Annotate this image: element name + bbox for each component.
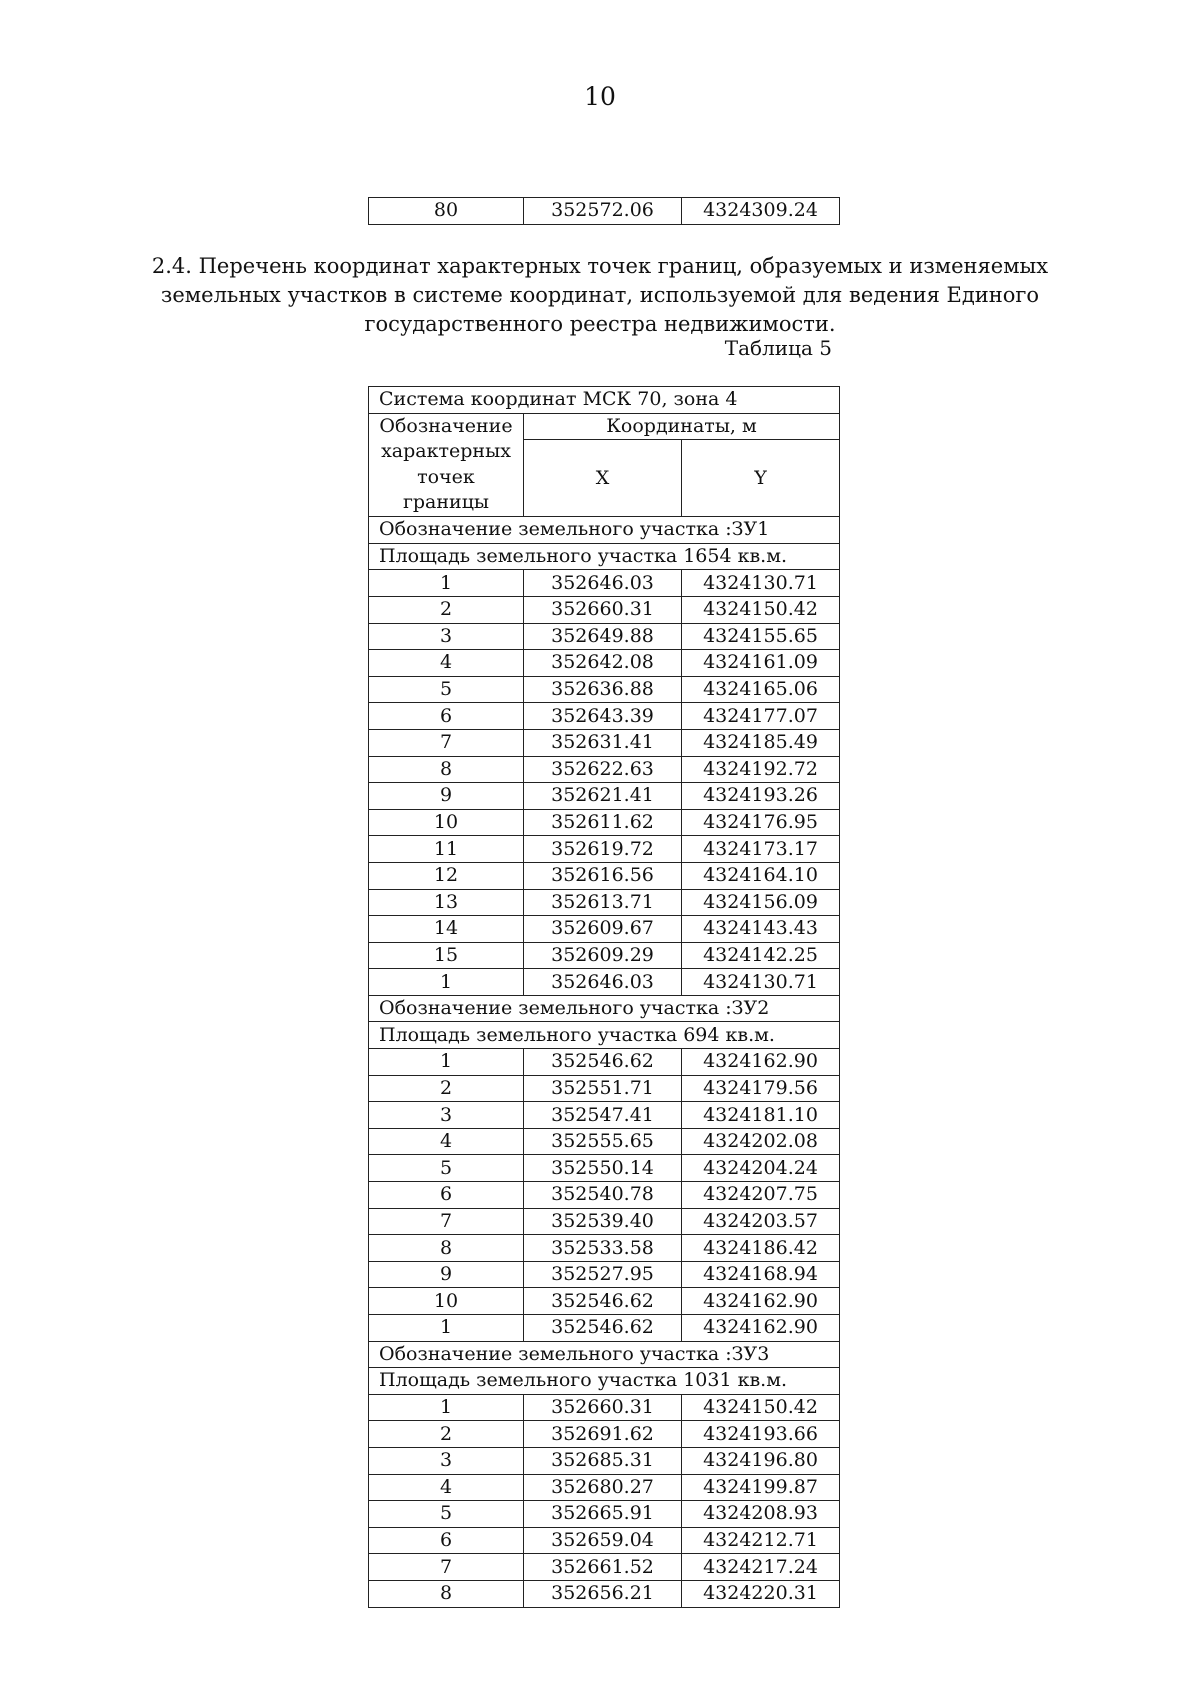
y-cell: 4324203.57 bbox=[682, 1208, 840, 1235]
table-row bbox=[369, 916, 840, 943]
table-row bbox=[369, 1102, 840, 1129]
y-cell: 4324220.31 bbox=[682, 1580, 840, 1607]
x-cell: 352539.40 bbox=[524, 1208, 682, 1235]
point-header-line: характерных bbox=[381, 440, 511, 463]
x-cell: 352691.62 bbox=[524, 1421, 682, 1448]
x-cell: 352631.41 bbox=[524, 729, 682, 756]
table-row bbox=[369, 1421, 840, 1448]
table-row bbox=[369, 1235, 840, 1262]
coordinates-table bbox=[368, 386, 840, 1608]
table-row bbox=[369, 1182, 840, 1209]
table-row bbox=[369, 1580, 840, 1607]
x-cell: 352643.39 bbox=[524, 703, 682, 730]
parcel-designation: Обозначение земельного участка :ЗУ3 bbox=[369, 1341, 840, 1368]
x-cell: 352547.41 bbox=[524, 1102, 682, 1129]
table-row bbox=[369, 1501, 840, 1528]
parcel-area: Площадь земельного участка 694 кв.м. bbox=[369, 1022, 840, 1049]
table-row bbox=[369, 1554, 840, 1581]
point-cell: 1 bbox=[369, 969, 524, 996]
x-cell: 352665.91 bbox=[524, 1501, 682, 1528]
point-header-line: Обозначение bbox=[379, 414, 513, 437]
table-row bbox=[369, 198, 840, 225]
y-cell: 4324176.95 bbox=[682, 809, 840, 836]
parcel-designation: Обозначение земельного участка :ЗУ1 bbox=[369, 517, 840, 544]
parcel-area: Площадь земельного участка 1654 кв.м. bbox=[369, 543, 840, 570]
x-cell: 352527.95 bbox=[524, 1261, 682, 1288]
y-cell: 4324309.24 bbox=[682, 198, 840, 225]
y-cell: 4324162.90 bbox=[682, 1288, 840, 1315]
table-row bbox=[369, 1208, 840, 1235]
y-cell: 4324130.71 bbox=[682, 969, 840, 996]
table-row bbox=[369, 862, 840, 889]
y-cell: 4324143.43 bbox=[682, 916, 840, 943]
point-cell: 10 bbox=[369, 809, 524, 836]
x-cell: 352636.88 bbox=[524, 676, 682, 703]
x-cell: 352613.71 bbox=[524, 889, 682, 916]
x-cell: 352646.03 bbox=[524, 570, 682, 597]
y-cell: 4324208.93 bbox=[682, 1501, 840, 1528]
table-row bbox=[369, 676, 840, 703]
x-cell: 352609.67 bbox=[524, 916, 682, 943]
y-cell: 4324181.10 bbox=[682, 1102, 840, 1129]
table-row bbox=[369, 596, 840, 623]
point-cell: 6 bbox=[369, 703, 524, 730]
point-cell: 80 bbox=[369, 198, 524, 225]
y-cell: 4324150.42 bbox=[682, 1394, 840, 1421]
point-cell: 13 bbox=[369, 889, 524, 916]
x-cell: 352649.88 bbox=[524, 623, 682, 650]
point-header-line: границы bbox=[402, 491, 490, 514]
y-cell: 4324150.42 bbox=[682, 596, 840, 623]
table-caption: Таблица 5 bbox=[724, 336, 832, 360]
x-cell: 352622.63 bbox=[524, 756, 682, 783]
coordinate-system-label: Система координат МСК 70, зона 4 bbox=[369, 387, 840, 414]
table-row bbox=[369, 650, 840, 677]
parcel-area-row bbox=[369, 1022, 840, 1049]
previous-table-continuation bbox=[368, 197, 840, 225]
table-row bbox=[369, 836, 840, 863]
system-row bbox=[369, 387, 840, 414]
point-cell: 3 bbox=[369, 1102, 524, 1129]
point-cell: 14 bbox=[369, 916, 524, 943]
y-cell: 4324202.08 bbox=[682, 1128, 840, 1155]
x-cell: 352621.41 bbox=[524, 783, 682, 810]
y-cell: 4324164.10 bbox=[682, 862, 840, 889]
point-cell: 8 bbox=[369, 1235, 524, 1262]
coordinates-header: Координаты, м bbox=[524, 413, 840, 440]
y-cell: 4324162.90 bbox=[682, 1315, 840, 1342]
point-cell: 3 bbox=[369, 1447, 524, 1474]
header-row bbox=[369, 413, 840, 440]
point-cell: 1 bbox=[369, 570, 524, 597]
table-row bbox=[369, 1075, 840, 1102]
section-heading: 2.4. Перечень координат характерных точек границ, образуемых и изменяемых земельных участков в системе координат, используемой для ведения Единого государственного реестра недвижимости. bbox=[151, 254, 1049, 336]
y-cell: 4324173.17 bbox=[682, 836, 840, 863]
point-cell: 2 bbox=[369, 1075, 524, 1102]
y-cell: 4324165.06 bbox=[682, 676, 840, 703]
x-cell: 352550.14 bbox=[524, 1155, 682, 1182]
point-cell: 6 bbox=[369, 1527, 524, 1554]
table-row bbox=[369, 729, 840, 756]
y-cell: 4324156.09 bbox=[682, 889, 840, 916]
point-cell: 7 bbox=[369, 729, 524, 756]
y-cell: 4324161.09 bbox=[682, 650, 840, 677]
y-cell: 4324212.71 bbox=[682, 1527, 840, 1554]
point-header-line: точек bbox=[417, 465, 475, 488]
point-cell: 4 bbox=[369, 1128, 524, 1155]
page-number: 10 bbox=[584, 82, 616, 111]
x-cell: 352660.31 bbox=[524, 596, 682, 623]
y-cell: 4324177.07 bbox=[682, 703, 840, 730]
y-cell: 4324130.71 bbox=[682, 570, 840, 597]
x-cell: 352546.62 bbox=[524, 1315, 682, 1342]
table-row bbox=[369, 1447, 840, 1474]
point-cell: 2 bbox=[369, 596, 524, 623]
x-cell: 352546.62 bbox=[524, 1049, 682, 1076]
x-cell: 352656.21 bbox=[524, 1580, 682, 1607]
point-cell: 8 bbox=[369, 756, 524, 783]
table-row bbox=[369, 969, 840, 996]
parcel-designation-row bbox=[369, 517, 840, 544]
point-cell: 12 bbox=[369, 862, 524, 889]
y-cell: 4324196.80 bbox=[682, 1447, 840, 1474]
point-cell: 10 bbox=[369, 1288, 524, 1315]
y-cell: 4324155.65 bbox=[682, 623, 840, 650]
table-row bbox=[369, 1049, 840, 1076]
x-cell: 352680.27 bbox=[524, 1474, 682, 1501]
table-row bbox=[369, 809, 840, 836]
table-row bbox=[369, 1474, 840, 1501]
x-cell: 352660.31 bbox=[524, 1394, 682, 1421]
x-cell: 352659.04 bbox=[524, 1527, 682, 1554]
y-cell: 4324199.87 bbox=[682, 1474, 840, 1501]
y-cell: 4324192.72 bbox=[682, 756, 840, 783]
x-cell: 352646.03 bbox=[524, 969, 682, 996]
point-cell: 4 bbox=[369, 650, 524, 677]
point-cell: 1 bbox=[369, 1315, 524, 1342]
point-cell: 8 bbox=[369, 1580, 524, 1607]
parcel-designation-row bbox=[369, 1341, 840, 1368]
y-cell: 4324207.75 bbox=[682, 1182, 840, 1209]
table-row bbox=[369, 756, 840, 783]
table-row bbox=[369, 889, 840, 916]
table-row bbox=[369, 1155, 840, 1182]
x-cell: 352572.06 bbox=[524, 198, 682, 225]
point-cell: 2 bbox=[369, 1421, 524, 1448]
table-row bbox=[369, 1288, 840, 1315]
point-cell: 4 bbox=[369, 1474, 524, 1501]
table-row bbox=[369, 783, 840, 810]
table-row bbox=[369, 1527, 840, 1554]
table-row bbox=[369, 623, 840, 650]
point-cell: 5 bbox=[369, 1155, 524, 1182]
point-cell: 9 bbox=[369, 1261, 524, 1288]
parcel-area: Площадь земельного участка 1031 кв.м. bbox=[369, 1368, 840, 1395]
x-cell: 352551.71 bbox=[524, 1075, 682, 1102]
y-cell: 4324217.24 bbox=[682, 1554, 840, 1581]
x-cell: 352533.58 bbox=[524, 1235, 682, 1262]
table-row bbox=[369, 942, 840, 969]
parcel-area-row bbox=[369, 1368, 840, 1395]
y-cell: 4324142.25 bbox=[682, 942, 840, 969]
point-cell: 7 bbox=[369, 1208, 524, 1235]
table-row bbox=[369, 703, 840, 730]
parcel-area-row bbox=[369, 543, 840, 570]
point-cell: 5 bbox=[369, 676, 524, 703]
table-row bbox=[369, 1315, 840, 1342]
table-row bbox=[369, 1128, 840, 1155]
y-column-header: Y bbox=[682, 440, 840, 517]
x-cell: 352619.72 bbox=[524, 836, 682, 863]
table-row bbox=[369, 1394, 840, 1421]
point-cell: 11 bbox=[369, 836, 524, 863]
y-cell: 4324168.94 bbox=[682, 1261, 840, 1288]
point-cell: 5 bbox=[369, 1501, 524, 1528]
x-column-header: X bbox=[524, 440, 682, 517]
point-cell: 3 bbox=[369, 623, 524, 650]
x-cell: 352540.78 bbox=[524, 1182, 682, 1209]
x-cell: 352609.29 bbox=[524, 942, 682, 969]
x-cell: 352555.65 bbox=[524, 1128, 682, 1155]
x-cell: 352616.56 bbox=[524, 862, 682, 889]
x-cell: 352546.62 bbox=[524, 1288, 682, 1315]
point-cell: 1 bbox=[369, 1394, 524, 1421]
point-cell: 7 bbox=[369, 1554, 524, 1581]
x-cell: 352611.62 bbox=[524, 809, 682, 836]
y-cell: 4324193.26 bbox=[682, 783, 840, 810]
point-column-header bbox=[369, 413, 524, 517]
table-row bbox=[369, 570, 840, 597]
x-cell: 352642.08 bbox=[524, 650, 682, 677]
x-cell: 352685.31 bbox=[524, 1447, 682, 1474]
point-cell: 1 bbox=[369, 1049, 524, 1076]
y-cell: 4324204.24 bbox=[682, 1155, 840, 1182]
parcel-designation: Обозначение земельного участка :ЗУ2 bbox=[369, 995, 840, 1022]
y-cell: 4324162.90 bbox=[682, 1049, 840, 1076]
y-cell: 4324193.66 bbox=[682, 1421, 840, 1448]
point-cell: 9 bbox=[369, 783, 524, 810]
x-cell: 352661.52 bbox=[524, 1554, 682, 1581]
point-cell: 6 bbox=[369, 1182, 524, 1209]
y-cell: 4324186.42 bbox=[682, 1235, 840, 1262]
parcel-designation-row bbox=[369, 995, 840, 1022]
table-row bbox=[369, 1261, 840, 1288]
y-cell: 4324185.49 bbox=[682, 729, 840, 756]
point-cell: 15 bbox=[369, 942, 524, 969]
y-cell: 4324179.56 bbox=[682, 1075, 840, 1102]
